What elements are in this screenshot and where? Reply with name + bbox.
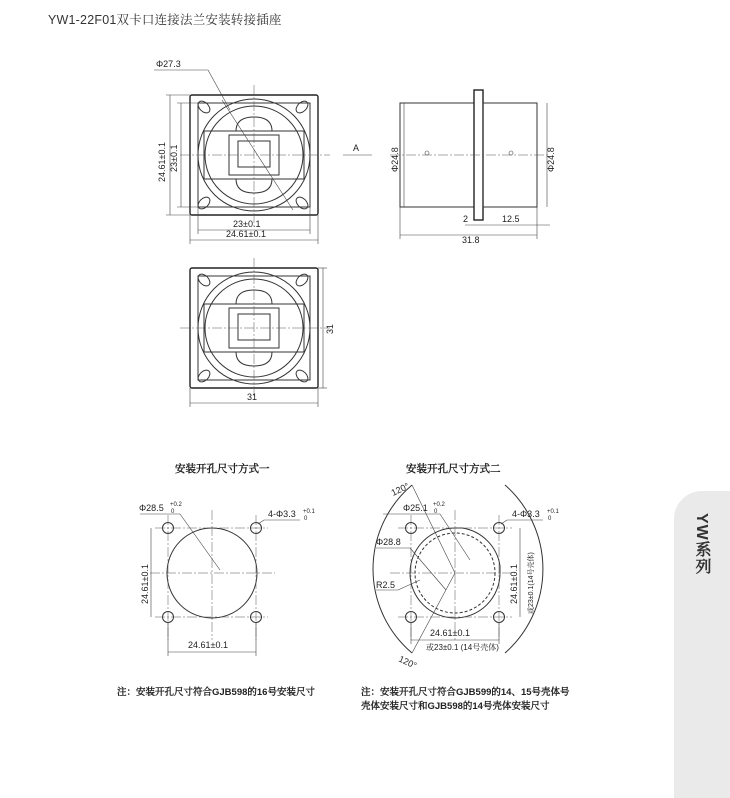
rear-dim-h-label: 31 [247, 392, 258, 402]
cutout-2-drawing [373, 481, 559, 671]
cutout2-holes-tol2: 0 [548, 516, 552, 522]
cutout2-horiz-label: 24.61±0.1 [430, 628, 470, 638]
cutout2-horiz-alt-label: 或23±0.1 (14号壳体) [426, 643, 499, 652]
cutout2-phi-small-label: Φ25.1 [403, 503, 428, 513]
side-view [343, 90, 556, 245]
cutout1-vert-label: 24.61±0.1 [140, 564, 150, 604]
cutout1-caption: 安装开孔尺寸方式一 [175, 463, 270, 475]
rear-view [180, 258, 335, 407]
cutout1-note: 注：安装开孔尺寸符合GJB598的16号安装尺寸 [117, 687, 315, 698]
cutout2-note-line2: 壳体安装尺寸和GJB598的14号壳体安装尺寸 [361, 701, 550, 712]
cutout1-phi-label: Φ28.5 [139, 503, 164, 513]
side-dim-31-8-label: 31.8 [462, 235, 480, 245]
front-horiz-outer-label: 24.61±0.1 [226, 229, 266, 239]
cutout2-caption: 安装开孔尺寸方式二 [406, 463, 501, 475]
side-marker-a: A [353, 143, 360, 153]
cutout2-holes-tol: +0.1 [547, 509, 559, 515]
page-title: YW1-22F01双卡口连接法兰安装转接插座 [48, 13, 282, 27]
front-horiz-inner-label: 23±0.1 [233, 219, 261, 229]
cutout1-holes-tol2: 0 [304, 516, 308, 522]
rear-dim-v-label: 31 [325, 323, 335, 334]
side-phi-left-label: Φ24.8 [390, 147, 400, 172]
side-dim-2-label: 2 [463, 214, 469, 224]
cutout2-angle-bottom-label: 120° [397, 653, 419, 671]
front-vert-inner-label: 23±0.1 [169, 144, 179, 172]
cutout2-vert-label: 24.61±0.1 [509, 564, 519, 604]
cutout2-holes-label: 4-Φ3.3 [512, 509, 540, 519]
cutout2-vert-alt-label: 或23±0.1(14号壳体) [528, 552, 535, 614]
cutout1-horiz-label: 24.61±0.1 [188, 640, 228, 650]
series-side-tab-label: YW系列 [693, 513, 710, 575]
cutout2-note-line1: 注：安装开孔尺寸符合GJB599的14、15号壳体号 [361, 687, 570, 698]
cutout-1-drawing [139, 502, 316, 656]
cutout2-phi-small-tol: +0.2 [433, 502, 445, 508]
cutout1-holes-tol: +0.1 [303, 509, 315, 515]
cutout1-phi-tol2: 0 [171, 509, 175, 515]
cutout1-phi-tol: +0.2 [170, 502, 182, 508]
cutout1-holes-label: 4-Φ3.3 [268, 509, 296, 519]
front-phi-label: Φ27.3 [156, 59, 181, 69]
cutout2-radius-label: R2.5 [376, 580, 396, 590]
side-phi-right-label: Φ24.8 [546, 147, 556, 172]
front-vert-outer-label: 24.61±0.1 [157, 142, 167, 182]
cutout2-phi-small-tol2: 0 [434, 509, 438, 515]
side-dim-12-5-label: 12.5 [502, 214, 520, 224]
cutout2-phi-large-label: Φ28.8 [376, 537, 401, 547]
front-view [154, 59, 330, 244]
cutout2-angle-top-label: 120° [389, 480, 411, 498]
